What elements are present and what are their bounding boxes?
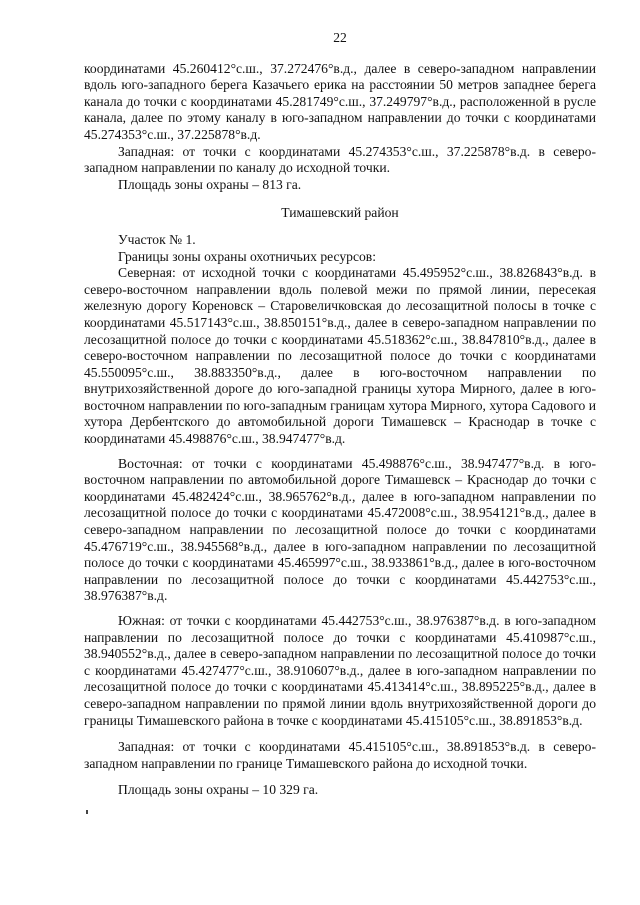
east-boundary: Восточная: от точки с координатами 45.498876°с.ш., 38.947477°в.д. в юго-восточном направлении по автомобильной дороге Тимашевск – Краснодар до точки с координатами 45.482424°с.ш., 38.965762°в.д., далее в юго-западном направлении по лесозащитной полосе до точки с координатами 45.472008°с.ш., 38.954121°в.д., далее в северо-западном направлении по лесозащитной полосе до точки с координатами 45.476719°с.ш., 38.945568°в.д., далее в юго-западном направлении по лесозащитной полосе до точки с координатами 45.465997°с.ш., 38.933861°в.д., далее в юго-восточном направлении по лесозащитной полосе до точки с координатами 45.442753°с.ш., 38.976387°в.д. xyxy=(84,455,596,604)
page-number: 22 xyxy=(333,30,347,45)
intro-continuation: координатами 45.260412°с.ш., 37.272476°в.д., далее в северо-западном направлении вдоль юго-западного берега Казачьего ерика на расстоянии 50 метров западнее берега канала до точки с координатами 45.281749°с.ш., 37.249797°в.д., расположенной в русле канала, далее по этому каналу в юго-западном направлении до точки с координатами 45.274353°с.ш., 37.225878°в.д. xyxy=(84,60,596,142)
west-boundary: Западная: от точки с координатами 45.415105°с.ш., 38.891853°в.д. в северо-западном направлении по границе Тимашевского района до исходной точки. xyxy=(84,739,596,771)
scan-mark xyxy=(86,810,88,814)
section-title: Тимашевский район xyxy=(281,205,399,221)
intro-west-boundary: Западная: от точки с координатами 45.274353°с.ш., 37.225878°в.д. в северо-западном направлении по каналу до исходной точки. xyxy=(84,143,596,176)
north-boundary: Северная: от исходной точки с координатами 45.495952°с.ш., 38.826843°в.д. в северо-восточном направлении вдоль полевой межи по прямой линии, пересекая железную дорогу Кореновск – Старовеличковская до лесозащитной полосы в точке с координатами 45.517143°с.ш., 38.850151°в.д., далее в северо-западном направлении по лесозащитной полосе до точки с координатами 45.518362°с.ш., 38.847810°в.д., далее в северо-восточном направлении по лесозащитной полосе до точки с координатами 45.550095°с.ш., 38.883350°в.д., далее в юго-восточном направлении по внутрихозяйственной дороге до юго-западной границы хутора Мирного, далее в юго-восточном направлении по юго-западным границам хутора Мирного, хутора Садового и хутора Дербентского до автомобильной дороги Тимашевск – Краснодар в точке с координатами 45.498876°с.ш., 38.947477°в.д. xyxy=(84,265,596,447)
intro-area: Площадь зоны охраны – 813 га. xyxy=(118,176,302,192)
area-total: Площадь зоны охраны – 10 329 га. xyxy=(118,782,319,798)
plot-label: Участок № 1. xyxy=(118,231,196,247)
boundaries-label: Границы зоны охраны охотничьих ресурсов: xyxy=(118,248,376,264)
south-boundary: Южная: от точки с координатами 45.442753°с.ш., 38.976387°в.д. в юго-западном направлении по лесозащитной полосе до точки с координатами 45.410987°с.ш., 38.940552°в.д., далее в северо-западном направлении по лесозащитной полосе до точки с координатами 45.427477°с.ш., 38.910607°в.д., далее в юго-западном направлении по лесозащитной полосе до точки с координатами 45.413414°с.ш., 38.895225°в.д., далее в северо-западном направлении по прямой линии вдоль внутрихозяйственной дороги до границы Тимашевского района в точке с координатами 45.415105°с.ш., 38.891853°в.д. xyxy=(84,613,596,728)
